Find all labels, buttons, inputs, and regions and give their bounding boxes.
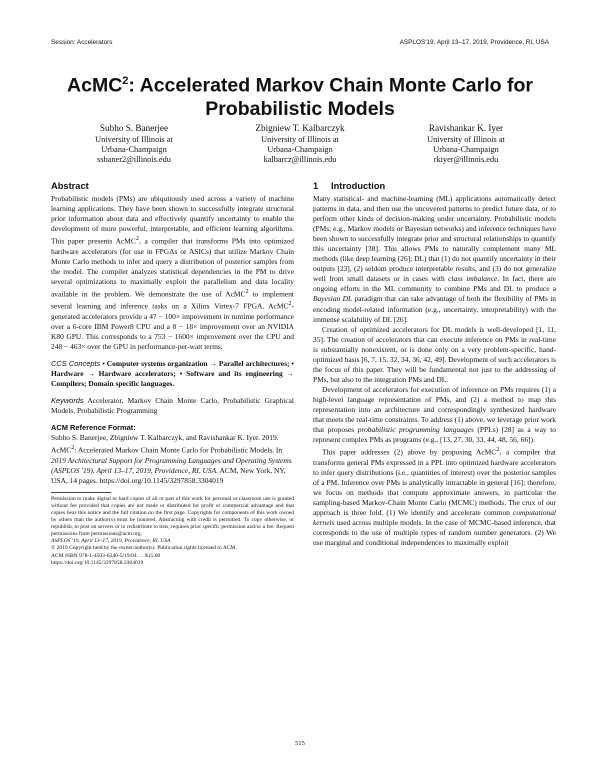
intro-paragraph-2: Creation of optimized accelerators for DL models is well-developed [1, 11, 35]. The creation of accelerators that can execute inference on PMs in real-time is substantially nonexistent, or is done only on a very problem-specific, hand-optimized basis [6, 7, 15, 32, 34, 36, 42, 49]. Development of such accelerators is the focus of this paper. They will be fundamental not just to the addressing of PMs, but also to the integration PMs and DL. [313, 324, 556, 384]
keywords: Keywords Accelerator, Markov Chain Monte Carlo, Probabilistic Graphical Models, Probabilistic Programming [51, 396, 294, 416]
paper-title: AcMC$^2$: Accelerated Markov Chain Monte Carlo for Probabilistic Models [67, 74, 533, 120]
ccs-concepts: CCS Concepts • Computer systems organization → Parallel architectures; • Hardware → Hardware accelerators; • Software and its engineering → Compilers; Domain specific languages. [51, 359, 294, 389]
left-column [51, 180, 294, 567]
author-name: Ravishankar K. Iyer [428, 123, 504, 133]
author-name: Zbigniew T. Kalbarczyk [255, 123, 345, 133]
permission-venue: ASPLOS '19, April 13–17, 2019, Providence, RI, USA [51, 538, 171, 545]
permission-block [51, 496, 294, 566]
author-affiliation: Urbana-Champaign [267, 145, 333, 155]
isbn-text: ACM ISBN 978-1-4503-6240-5/19/04. . . $15.00 [51, 552, 161, 559]
introduction-heading: 1 Introduction [313, 181, 386, 191]
page-number: 515 [295, 740, 305, 747]
author-block [51, 123, 549, 166]
session-label: Session: Accelerators [51, 39, 113, 46]
running-head [51, 39, 549, 49]
author-affiliation: University of Illinois at [95, 135, 173, 144]
reference-format-text: Subho S. Banerjee, Zbigniew T. Kalbarczyk, and Ravishankar K. Iyer. 2019. AcMC$^2$: Accelerated Markov Chain Monte Carlo for Probabilistic Models. In 2019 Architectural Support for Programming Languages and Operating Systems (ASPLOS '19), April 13–17, 2019, Providence, RI, USA. ACM, New York, NY, USA, 14 pages. https://doi.org/10.1145/3297858.3304019 [51, 433, 292, 486]
intro-paragraph-4: This paper addresses (2) above by proposing AcMC$^2$, a compiler that transforms general PMs expressed in a PPL into optimized hardware accelerators to infer query distributions (i.e., quantities of interest) over the posterior samples of a PM. Inference over PMs is analytically intractable in general [16]; therefore, we focus on methods that compute approximate answers, in particular the sampling-based Markov-Chain Monte Carlo (MCMC) methods. The crux of our approach is three fold. (1) We identify and accelerate common computational kernels used across multiple models. In the case of MCMC-based inference, that corresponds to the use of multiple types of random number generators. (2) We use marginal and conditional independences to maximally exploit [313, 446, 556, 548]
author-1 [51, 123, 217, 166]
reference-format-heading: ACM Reference Format: [51, 423, 136, 433]
author-email: rkiyer@illinois.edu [433, 155, 499, 165]
author-name: Subho S. Banerjee [99, 123, 169, 133]
permission-text: Permission to make digital or hard copies of all or part of this work for personal or classroom use is granted without fee provided that copies are not made or distributed for profit or commercial advantage and that copies bear this notice and the full citation on the first page. Copyrights for components of this work owned by others than the author(s) must be honored. Abstracting with credit is permitted. To copy otherwise, or republish, to post on servers or to redistribute to lists, requires prior specific permission and/or a fee. Request permissions from permissions@acm.org. [51, 496, 294, 538]
right-column [313, 180, 556, 548]
author-email: ssbaner2@illinois.edu [97, 155, 171, 165]
abstract-heading: Abstract [51, 181, 89, 191]
author-3 [383, 123, 549, 166]
intro-paragraph-3: Development of accelerators for execution of inference on PMs requires (1) a high-level language representation of PMs, and (2) a method to map this representation into an architecture and correspondingly synthesized hardware that meets the real-time constraints. To address (1) above, we leverage prior work that proposes probabilistic programming languages (PPLs) [28] as a way to represent complex PMs as programs (e.g., [13, 27, 30, 33, 44, 48, 56, 66]). [313, 384, 556, 445]
author-2 [217, 123, 383, 166]
author-email: kalbarcz@illinois.edu [263, 155, 337, 165]
abstract-text: Probabilistic models (PMs) are ubiquitously used across a variety of machine learning applications. They have been shown to successfully integrate structural prior information about data and effectively quantify uncertainty to enable the development of more powerful, interpretable, and efficient learning algorithms. This paper presents AcMC$^2$, a compiler that transforms PMs into optimized hardware accelerators (for use in FPGAs or ASICs) that utilize Markov Chain Monte Carlo methods to infer and query a distribution of posterior samples from the model. The compiler analyzes statistical dependencies in the PM to drive several optimizations to maximally exploit the parallelism and data locality available in the problem. We demonstrate the use of AcMC$^2$ to implement several learning and inference tasks on a Xilinx Virtex-7 FPGA. AcMC$^2$-generated accelerators provide a 47 − 100× improvement in runtime performance over a 6-core IBM Power8 CPU and a 8 − 18× improvement over an NVIDIA K80 GPU. This corresponds to a 753 − 1600× improvement over the CPU and 248 − 463× over the GPU in performance-per-watt terms. [51, 194, 295, 352]
author-affiliation: University of Illinois at [427, 135, 505, 144]
author-affiliation: Urbana-Champaign [101, 145, 167, 155]
conference-label: ASPLOS'19, April 13–17, 2019, Providence, RI, USA [399, 39, 549, 46]
intro-paragraph-1: Many statistical- and machine-learning (ML) applications automatically detect patterns in data, and then use the uncovered patterns to predict future data, or to perform other kinds of decision-making under uncertainty. Probabilistic models (PMs; e.g., Markov models or Bayesian networks) and inference techniques have been shown to successfully integrate prior and structural relationships to quantify this uncertainty [38]. This allows PMs to naturally complement many ML methods (like deep learning [26]; DL) that (1) do not quantify uncertainty in their outputs [23], (2) seldom produce interpretable results, and (3) do not generalize well from small datasets or in cases with class imbalance. In fact, there are ongoing efforts in the ML community to combine PMs and DL to produce a Bayesian DL paradigm that can take advantage of both the flexibility of PMs in encoding model-related information (e.g., uncertainty, interpretability) with the immense scalability of DL [26]. [313, 194, 556, 324]
author-affiliation: University of Illinois at [261, 135, 339, 144]
copyright-text: © 2019 Copyright held by the owner/author(s). Publication rights licensed to ACM. [51, 545, 237, 552]
footnote-rule [51, 492, 111, 493]
author-affiliation: Urbana-Champaign [433, 145, 499, 155]
doi-link[interactable]: https://doi.org/10.1145/3297858.3304019 [51, 559, 144, 566]
